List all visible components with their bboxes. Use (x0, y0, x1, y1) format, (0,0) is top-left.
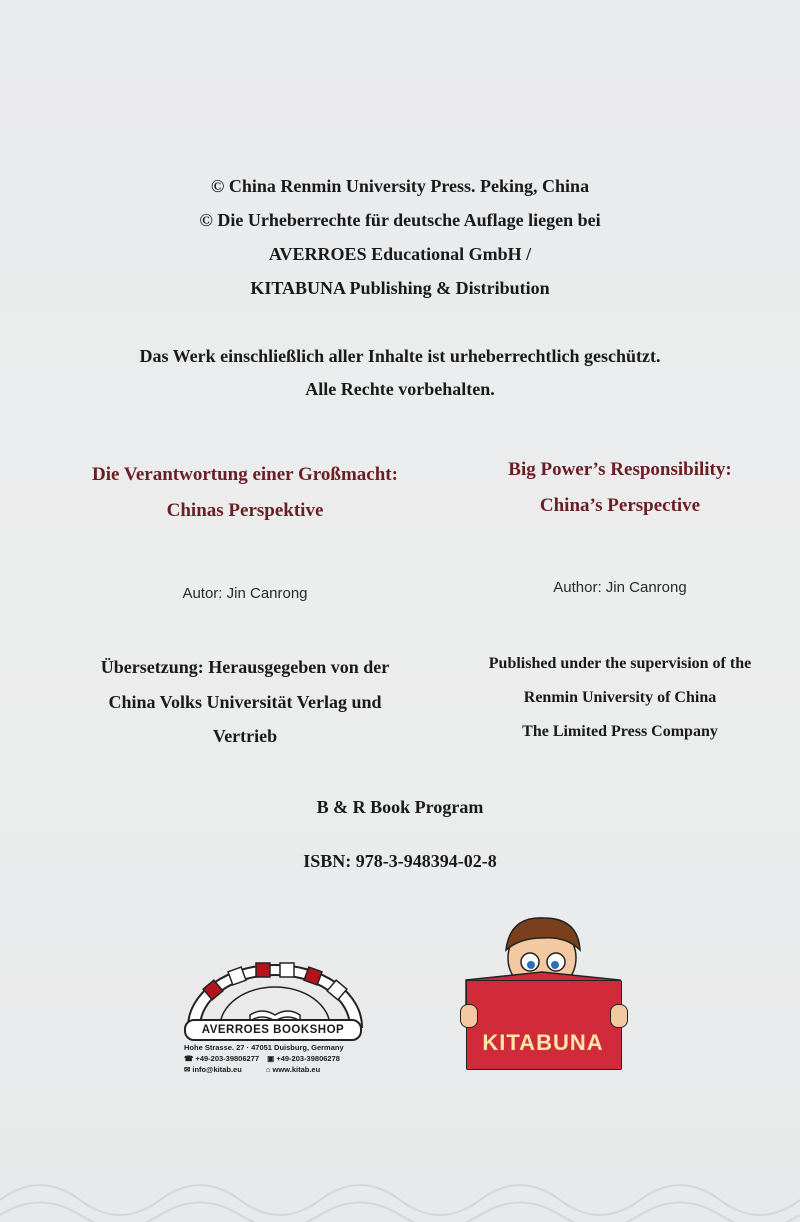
averroes-name: AVERROES BOOKSHOP (184, 1019, 362, 1041)
english-author: Author: Jin Canrong (553, 579, 687, 596)
web-icon: ⌂ (265, 1065, 271, 1074)
averroes-web: www.kitab.eu (272, 1065, 321, 1074)
german-translation-line-1: Übersetzung: Herausgegeben von der (100, 657, 390, 677)
kitabuna-logo (460, 910, 630, 1070)
english-publisher-line-3: The Limited Press Company (522, 723, 718, 740)
english-title-line-1: Big Power’s Responsibility: (508, 459, 732, 480)
averroes-logo (180, 955, 370, 1075)
copyright-line-2: © Die Urheberrechte für deutsche Auflage liegen bei (199, 210, 601, 230)
german-translation-line-2: China Volks Universität Verlag und (108, 692, 382, 712)
rights-line-1: Das Werk einschließlich aller Inhalte ist urheberrechtlich geschützt. (139, 346, 661, 366)
left-hand-icon (460, 1004, 478, 1028)
copyright-line-4: KITABUNA Publishing & Distribution (250, 278, 550, 298)
ornament-border-icon (0, 1160, 800, 1222)
english-title-line-2: China’s Perspective (539, 495, 701, 516)
german-author: Autor: Jin Canrong (182, 585, 308, 602)
copyright-line-3: AVERROES Educational GmbH / (268, 244, 532, 264)
program: B & R Book Program (316, 797, 484, 817)
german-translation-line-3: Vertrieb (212, 726, 278, 746)
fax-icon: ▣ (267, 1054, 275, 1063)
kitabuna-name: KITABUNA (482, 1030, 604, 1055)
averroes-phone: +49-203-39806277 (195, 1054, 260, 1063)
english-publisher-line-2: Renmin University of China (523, 689, 717, 706)
isbn: ISBN: 978-3-948394-02-8 (303, 851, 497, 871)
kitabuna-book (466, 980, 622, 1070)
german-title-line-1: Die Verantwortung einer Großmacht: (92, 464, 398, 485)
english-publisher-line-1: Published under the supervision of the (488, 655, 752, 672)
averroes-contact-row (184, 1065, 320, 1074)
phone-icon: ☎ (184, 1054, 194, 1063)
averroes-fax: +49-203-39806278 (276, 1054, 340, 1063)
right-hand-icon (610, 1004, 628, 1028)
averroes-email: info@kitab.eu (192, 1065, 242, 1074)
rights-line-2: Alle Rechte vorbehalten. (305, 379, 495, 399)
mail-icon: ✉ (184, 1065, 191, 1074)
averroes-phone-row (184, 1054, 340, 1063)
german-title-line-2: Chinas Perspektive (166, 500, 324, 521)
copyright-line-1: © China Renmin University Press. Peking, China (210, 176, 590, 196)
averroes-address: Hohe Strasse. 27 · 47051 Duisburg, Germany (184, 1043, 344, 1052)
